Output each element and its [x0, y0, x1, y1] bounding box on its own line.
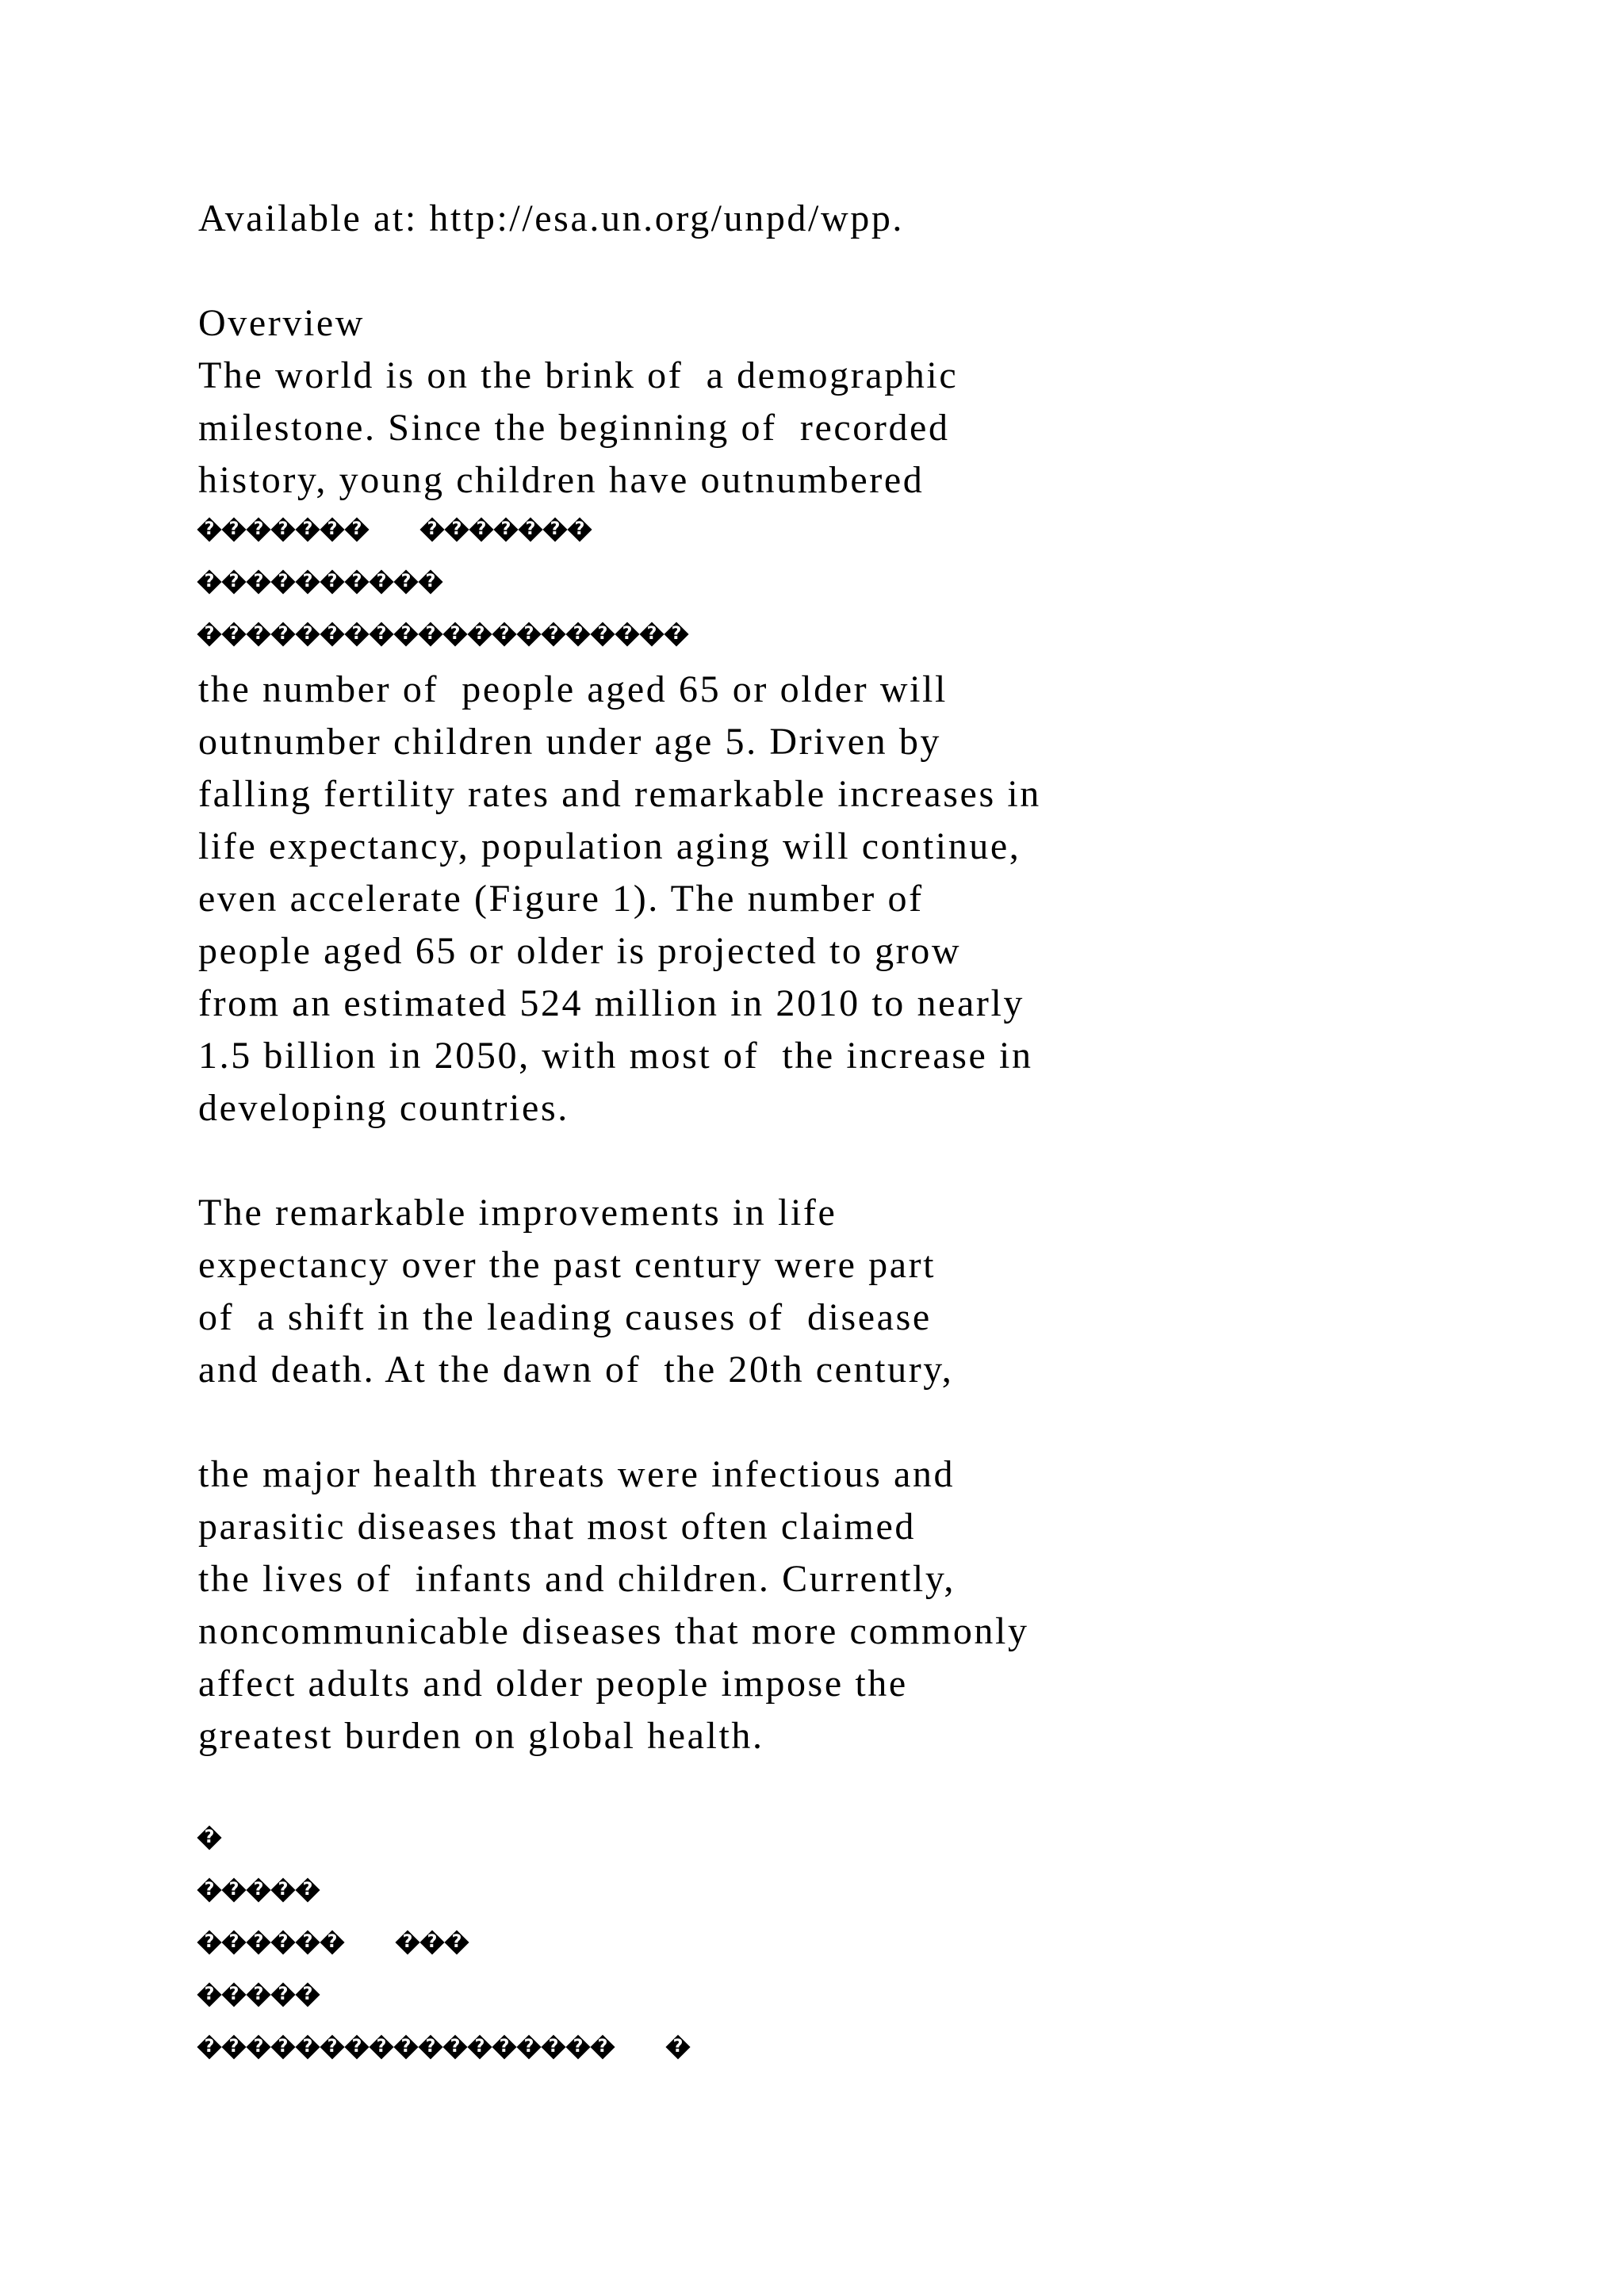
replacement-char-icon	[198, 1919, 223, 1972]
replacement-char-icon	[592, 611, 616, 664]
replacement-char-icon	[469, 2024, 493, 2076]
replacement-char-icon	[321, 611, 346, 664]
replacement-char-icon	[419, 611, 444, 664]
replacement-char-icon	[446, 507, 470, 559]
replacement-char-icon	[223, 559, 247, 611]
replacement-char-icon	[297, 1867, 321, 1919]
garbled-line	[198, 611, 1546, 664]
garbled-line	[198, 1972, 1546, 2024]
replacement-char-icon	[223, 1867, 247, 1919]
replacement-char-icon	[223, 1919, 247, 1972]
garbled-line	[198, 1919, 1546, 1972]
paragraph-line: The remarkable improvements in life	[198, 1192, 837, 1234]
replacement-char-icon	[370, 611, 395, 664]
replacement-char-icon	[321, 2024, 346, 2076]
replacement-char-icon	[421, 1919, 446, 1972]
replacement-char-icon	[297, 507, 321, 559]
replacement-char-icon	[247, 1919, 272, 1972]
replacement-char-icon	[272, 507, 297, 559]
replacement-char-icon	[421, 507, 446, 559]
replacement-char-icon	[542, 611, 567, 664]
garbled-line	[198, 1867, 1546, 1919]
replacement-char-icon	[321, 559, 346, 611]
blank-line	[198, 245, 1546, 297]
replacement-char-icon	[519, 507, 544, 559]
garbled-line	[198, 559, 1546, 611]
replacement-char-icon	[272, 1972, 297, 2024]
replacement-char-icon	[544, 507, 569, 559]
replacement-char-icon	[247, 507, 272, 559]
paragraph-line: expectancy over the past century were part	[198, 1244, 936, 1286]
replacement-char-icon	[395, 611, 419, 664]
replacement-char-icon	[198, 2024, 223, 2076]
replacement-char-icon	[569, 507, 593, 559]
replacement-char-icon	[247, 1867, 272, 1919]
replacement-char-icon	[444, 611, 469, 664]
replacement-char-icon	[396, 1919, 421, 1972]
source-line: Available at: http://esa.un.org/unpd/wpp.	[198, 197, 905, 239]
replacement-char-icon	[272, 2024, 297, 2076]
replacement-char-icon	[419, 559, 444, 611]
replacement-char-icon	[370, 2024, 395, 2076]
replacement-char-icon	[395, 559, 419, 611]
replacement-char-icon	[321, 1919, 346, 1972]
replacement-char-icon	[346, 611, 370, 664]
paragraph-line: 1.5 billion in 2050, with most of the increase in	[198, 1035, 1033, 1077]
replacement-char-icon	[297, 1919, 321, 1972]
replacement-char-icon	[370, 559, 395, 611]
paragraph-line: life expectancy, population aging will continue,	[198, 825, 1021, 867]
replacement-char-icon	[198, 507, 223, 559]
replacement-char-icon	[469, 611, 493, 664]
document-text	[198, 193, 1546, 2076]
replacement-char-icon	[395, 2024, 419, 2076]
replacement-char-icon	[346, 507, 370, 559]
paragraph-line: parasitic diseases that most often claimed	[198, 1506, 916, 1548]
replacement-char-icon	[223, 611, 247, 664]
replacement-char-icon	[592, 2024, 616, 2076]
replacement-char-icon	[297, 611, 321, 664]
replacement-char-icon	[493, 2024, 518, 2076]
paragraph-line: people aged 65 or older is projected to grow	[198, 930, 962, 972]
replacement-char-icon	[272, 1867, 297, 1919]
paragraph-line: and death. At the dawn of the 20th century,	[198, 1349, 954, 1391]
replacement-char-icon	[470, 507, 495, 559]
replacement-char-icon	[495, 507, 519, 559]
paragraph-line: even accelerate (Figure 1). The number of	[198, 878, 924, 920]
replacement-char-icon	[665, 611, 690, 664]
paragraph-line: of a shift in the leading causes of disease	[198, 1296, 932, 1338]
replacement-char-icon	[198, 611, 223, 664]
paragraph-line: outnumber children under age 5. Driven by	[198, 721, 942, 763]
paragraph-line: The world is on the brink of a demographic	[198, 354, 959, 396]
garbled-line	[198, 1815, 1546, 1867]
paragraph-line: falling fertility rates and remarkable increases in	[198, 773, 1041, 815]
replacement-char-icon	[272, 611, 297, 664]
replacement-char-icon	[297, 1972, 321, 2024]
replacement-char-icon	[247, 1972, 272, 2024]
replacement-char-icon	[419, 2024, 444, 2076]
replacement-char-icon	[272, 1919, 297, 1972]
replacement-char-icon	[297, 559, 321, 611]
replacement-char-icon	[272, 559, 297, 611]
replacement-char-icon	[223, 2024, 247, 2076]
replacement-char-icon	[667, 2024, 691, 2076]
paragraph-line: from an estimated 524 million in 2010 to nearly	[198, 982, 1025, 1024]
paragraph-line: the number of people aged 65 or older will	[198, 668, 948, 710]
replacement-char-icon	[247, 611, 272, 664]
replacement-char-icon	[346, 559, 370, 611]
replacement-char-icon	[444, 2024, 469, 2076]
replacement-char-icon	[567, 2024, 592, 2076]
replacement-char-icon	[247, 2024, 272, 2076]
replacement-char-icon	[297, 2024, 321, 2076]
replacement-char-icon	[446, 1919, 470, 1972]
paragraph-line: history, young children have outnumbered	[198, 459, 925, 501]
paragraph-line: milestone. Since the beginning of recorded	[198, 407, 950, 449]
blank-line	[198, 1135, 1546, 1187]
replacement-char-icon	[321, 507, 346, 559]
garbled-line	[198, 507, 1546, 559]
paragraph-line: affect adults and older people impose the	[198, 1663, 908, 1705]
replacement-char-icon	[247, 559, 272, 611]
replacement-char-icon	[198, 1815, 223, 1867]
paragraph-line: the major health threats were infectious and	[198, 1453, 956, 1495]
paragraph-line: noncommunicable diseases that more commonly	[198, 1610, 1029, 1652]
paragraph-line: developing countries.	[198, 1087, 569, 1129]
replacement-char-icon	[567, 611, 592, 664]
replacement-char-icon	[198, 1867, 223, 1919]
replacement-char-icon	[198, 559, 223, 611]
replacement-char-icon	[223, 1972, 247, 2024]
blank-line	[198, 1762, 1546, 1815]
paragraph-line: greatest burden on global health.	[198, 1715, 764, 1757]
replacement-char-icon	[493, 611, 518, 664]
garbled-line	[198, 2024, 1546, 2076]
replacement-char-icon	[518, 611, 542, 664]
replacement-char-icon	[616, 611, 641, 664]
replacement-char-icon	[542, 2024, 567, 2076]
replacement-char-icon	[223, 507, 247, 559]
replacement-char-icon	[641, 611, 665, 664]
replacement-char-icon	[198, 1972, 223, 2024]
replacement-char-icon	[346, 2024, 370, 2076]
section-heading: Overview	[198, 302, 366, 344]
blank-line	[198, 1396, 1546, 1448]
replacement-char-icon	[518, 2024, 542, 2076]
paragraph-line: the lives of infants and children. Currently,	[198, 1558, 956, 1600]
